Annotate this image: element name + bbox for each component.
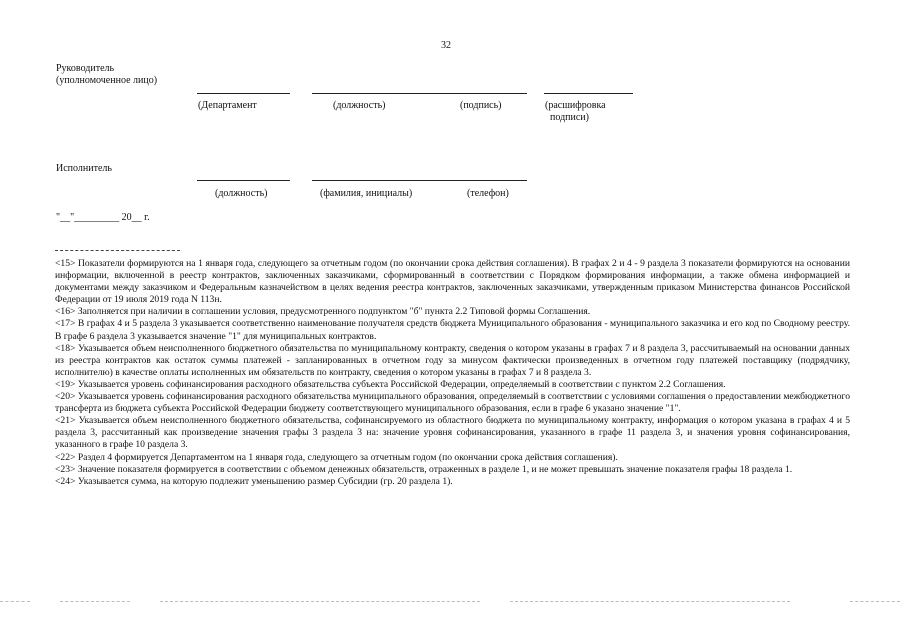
executor-phone-caption: (телефон) bbox=[467, 188, 509, 199]
head-title: Руководитель bbox=[56, 63, 115, 74]
head-subtitle: (уполномоченное лицо) bbox=[56, 75, 158, 86]
scan-artifact bbox=[160, 601, 480, 602]
scan-artifact bbox=[850, 601, 900, 602]
head-department-caption: (Департамент bbox=[198, 100, 257, 111]
head-signature-caption: (подпись) bbox=[460, 100, 502, 111]
executor-fullname-caption: (фамилия, инициалы) bbox=[320, 188, 413, 199]
footnote-23: <23> Значение показателя формируется в соответствии с объемом денежных обязательств, отраженных в разделе 1, и не может превышать значение показателя графы 18 раздела 1. bbox=[55, 463, 793, 475]
executor-position-line bbox=[197, 180, 290, 181]
footnote-15: <15> Показатели формируются на 1 января года, следующего за отчетным годом (по окончании срока действия соглашения). В графах 2 и 4 - 9 раздела 3 показатели формируются на основании информации, включенной в реестр контрактов, заключенных заказчиками, сформированный в соответствии с Порядком формирования информации, а также обмена информацией и документами между заказчиком и Федеральным казначейством в целях ведения реестра контрактов, заключенных заказчиками, утвержденным приказом Министерства финансов Российской Федерации от 19 июля 2019 года N 113н. bbox=[55, 258, 850, 306]
footnote-16: <16> Заполняется при наличии в соглашении условия, предусмотренного подпунктом "б" пункта 2.2 Типовой формы Соглашения. bbox=[55, 306, 591, 318]
footnotes bbox=[55, 258, 850, 488]
executor-title: Исполнитель bbox=[56, 163, 112, 174]
head-name-line bbox=[544, 93, 633, 94]
executor-position-caption: (должность) bbox=[215, 188, 268, 199]
head-department-line bbox=[197, 93, 290, 94]
footnote-21: <21> Указывается объем неисполненного бюджетного обязательства, софинансируемого из областного бюджета по муниципальному контракту, информация о котором указана в графах 4 и 5 раздела 3, рассчитанный как произведение значения графы 3 раздела 3 на: значение уровня софинансирования, указанного в графе 11 раздела 3, и значения уровня софинансирования, указанного в графе 10 раздела 3. bbox=[55, 415, 850, 451]
page-number: 32 bbox=[441, 40, 451, 51]
scan-artifact bbox=[510, 601, 790, 602]
footnote-24: <24> Указывается сумма, на которую подлежит уменьшению размер Субсидии (гр. 20 раздела 1). bbox=[55, 475, 453, 487]
head-name-caption-2: подписи) bbox=[550, 112, 589, 123]
scan-artifact bbox=[0, 601, 30, 602]
footnote-18: <18> Указывается объем неисполненного бюджетного обязательства по муниципальному контракту, сведения о котором указаны в графах 7 и 8 раздела 3, рассчитываемый на основании данных из реестра контрактов как остаток суммы платежей - запланированных в отчетном году за минусом фактически произведенных в отчетном году платежей поставщику (подрядчику, исполнителю) в качестве оплаты исполненных им обязательств по контракту, сведения о котором указаны в графах 7 и 8 раздела 3. bbox=[55, 342, 850, 378]
footnote-separator bbox=[55, 250, 180, 251]
scan-artifact bbox=[60, 601, 130, 602]
footnote-20: <20> Указывается уровень софинансирования расходного обязательства муниципального образования, определяемый в соответствии с условиями соглашения о предоставлении межбюджетного трансферта из бюджета субъекта Российской Федерации бюджету соответствующего муниципального образования, если в графе 6 указано значение "1". bbox=[55, 391, 850, 415]
footnote-22: <22> Раздел 4 формируется Департаментом на 1 января года, следующего за отчетным годом (по окончании срока действия соглашения). bbox=[55, 451, 618, 463]
head-position-caption: (должность) bbox=[333, 100, 386, 111]
head-position-line bbox=[312, 93, 527, 94]
date-line: "__"_________ 20__ г. bbox=[56, 212, 150, 223]
head-name-caption-1: (расшифровка bbox=[545, 100, 606, 111]
executor-fullname-line bbox=[312, 180, 527, 181]
footnote-19: <19> Указывается уровень софинансирования расходного обязательства субъекта Российской Федерации, определяемый в соответствии с пунктом 2.2 Соглашения. bbox=[55, 378, 726, 390]
footnote-17: <17> В графах 4 и 5 раздела 3 указывается соответственно наименование получателя средств бюджета Муниципального образования - муниципального заказчика и его код по Сводному реестру. В графе 6 раздела 3 указывается значение "1" для муниципальных контрактов. bbox=[55, 318, 850, 342]
